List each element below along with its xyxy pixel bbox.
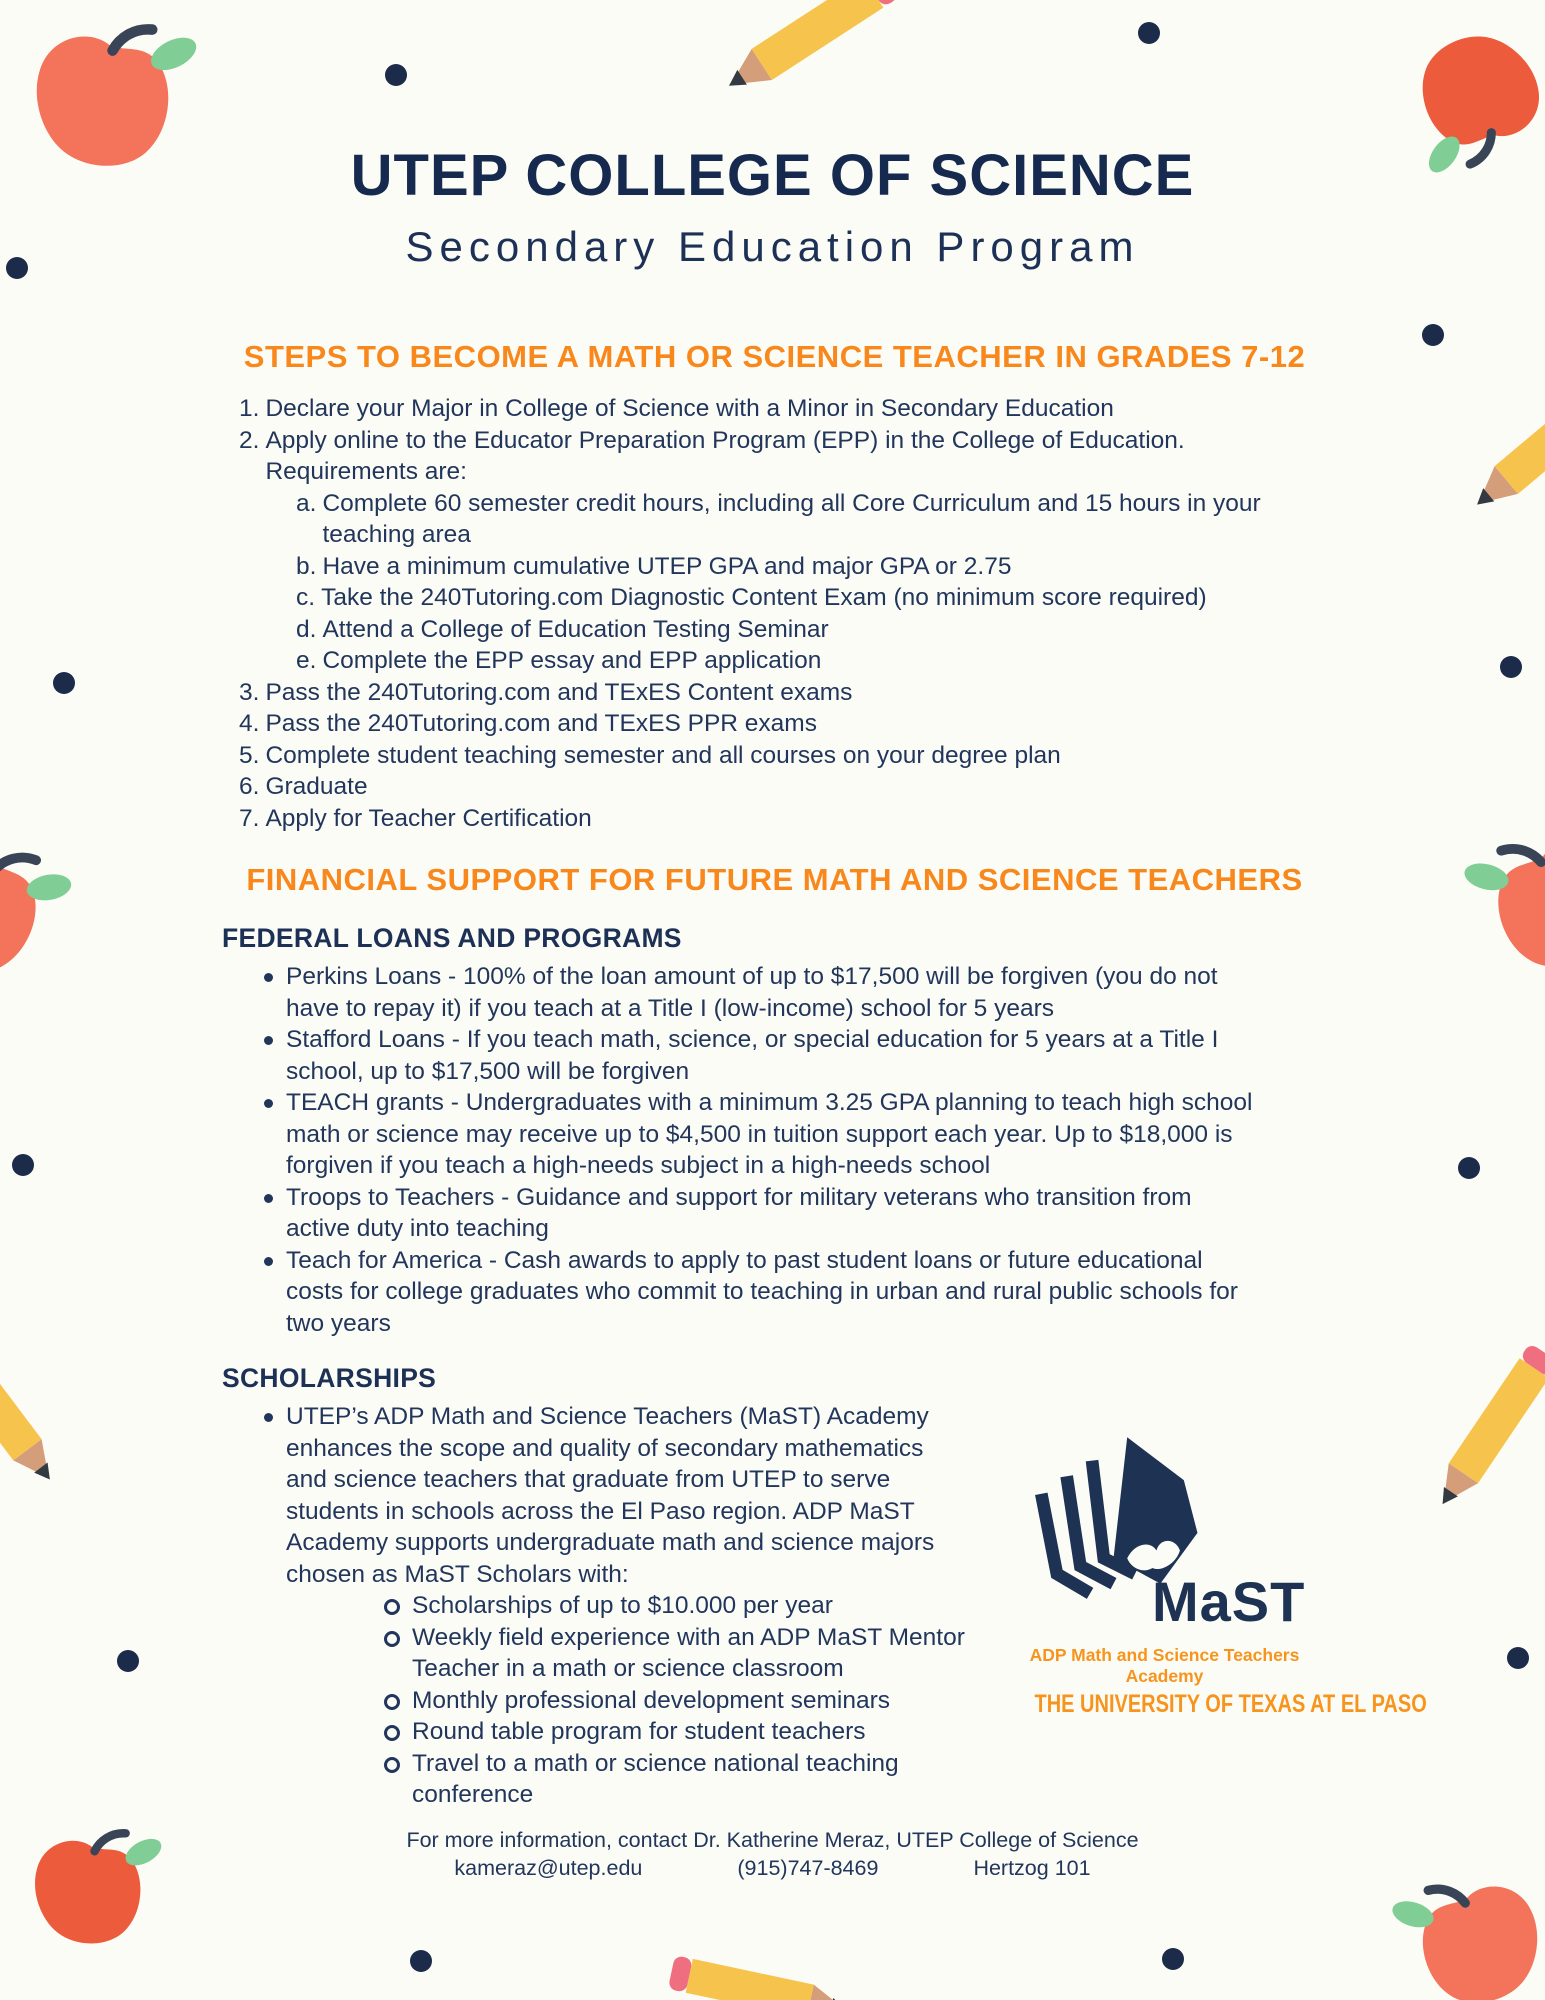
steps-heading: STEPS TO BECOME A MATH OR SCIENCE TEACHER IN GRADES 7-12 [243,339,1306,374]
dot-decoration [117,1650,139,1672]
step-text: Pass the 240Tutoring.com and TExES Content exams [265,678,853,706]
footer-info [0,1826,1545,1882]
mast-wordmark: MaST [1152,1570,1306,1633]
bullet-text: Troops to Teachers - Guidance and support for military veterans who transition from active duty into teaching [286,1183,1192,1242]
financial-heading: FINANCIAL SUPPORT FOR FUTURE MATH AND SCIENCE TEACHERS [246,862,1303,897]
bullet-icon [250,1087,286,1182]
step-text: Have a minimum cumulative UTEP GPA and major GPA or 2.75 [322,552,1012,580]
apple-icon [1433,826,1545,1001]
dot-decoration [1507,1647,1529,1669]
list-item [222,1087,1327,1182]
list-item [222,1685,994,1717]
scholarship-intro [222,1401,994,1590]
list-item [222,1622,994,1685]
list-item [222,1590,994,1622]
step-text: Declare your Major in College of Science with a Minor in Secondary Education [265,395,1114,422]
bullet-text: TEACH grants - Undergraduates with a minimum 3.25 GPA planning to teach high school math or science may receive up to $4,500 in tuition support each year. Up to $18,000 is forgiven if you teach a high-needs subject in a high-needs school [286,1089,1253,1179]
step-item [222,803,1292,835]
footer-phone: (915)747-8469 [737,1856,879,1880]
list-item [222,1748,994,1811]
dot-decoration [410,1950,432,1972]
apple-icon [0,827,104,1013]
step-letter: b. [296,552,317,580]
bullet-text: Scholarships of up to $10.000 per year [412,1592,833,1619]
list-item [222,1182,1327,1245]
bullet-icon [250,1401,286,1590]
step-letter: e. [296,647,317,674]
step-letter: a. [296,489,317,517]
federal-loans-heading: FEDERAL LOANS AND PROGRAMS [222,923,682,953]
step-item [222,708,1292,740]
bullet-icon [250,961,286,1024]
list-item [222,1245,1327,1340]
step-text: Pass the 240Tutoring.com and TExES PPR exams [265,710,817,737]
pencil-icon [0,1316,84,1509]
page-subtitle: Secondary Education Program [405,223,1140,270]
step-subitem [222,551,1292,583]
dot-decoration [1422,324,1444,346]
dot-decoration [1138,22,1160,44]
apple-icon [1364,1873,1545,2000]
step-text: Graduate [265,773,368,800]
footer-contact-line: For more information, contact Dr. Katherine Meraz, UTEP College of Science [406,1828,1139,1852]
step-item [222,740,1292,772]
footer-details [0,1854,1545,1882]
federal-loans-list [222,961,1327,1339]
pencil-icon [699,0,907,121]
list-item [222,1716,994,1748]
step-subitem [222,582,1292,614]
dot-decoration [53,672,75,694]
bullet-icon [250,1024,286,1087]
bullet-text: UTEP’s ADP Math and Science Teachers (MaST) Academy enhances the scope and quality of secondary mathematics and science teachers that graduate from UTEP to serve students in schools across the El Paso region. ADP MaST Academy supports undergraduate math and science majors chosen as MaST Scholars with: [286,1403,935,1588]
step-letter: d. [296,615,317,643]
step-text: Complete 60 semester credit hours, including all Core Curriculum and 15 hours in your teaching area [322,489,1261,548]
step-subitem [222,645,1292,677]
pencil-icon [1413,1339,1545,1536]
list-item [222,1024,1327,1087]
bullet-text: Weekly field experience with an ADP MaST Mentor Teacher in a math or science classroom [412,1623,965,1682]
step-number: 7. [239,804,260,832]
step-item [222,393,1292,425]
step-number: 5. [239,741,260,769]
scholarships-heading: SCHOLARSHIPS [222,1363,437,1393]
mast-academy-line: ADP Math and Science Teachers Academy [1029,1645,1300,1686]
hollow-bullet-icon [372,1716,412,1748]
bullet-icon [250,1182,286,1245]
step-text: Complete student teaching semester and all courses on your degree plan [265,741,1061,769]
header [0,142,1545,271]
mast-university-line: THE UNIVERSITY OF TEXAS AT EL PASO [1034,1690,1427,1718]
page-title: UTEP COLLEGE OF SCIENCE [350,143,1195,208]
step-text: Apply online to the Educator Preparation Program (EPP) in the College of Education. Requirements are: [265,426,1185,485]
bullet-text: Monthly professional development seminars [412,1686,890,1714]
main-content [222,338,1427,1811]
bullet-text: Teach for America - Cash awards to apply to past student loans or future educational costs for college graduates who commit to teaching in urban and rural public schools for two years [286,1246,1238,1337]
hollow-bullet-icon [372,1590,412,1622]
step-number: 6. [239,773,260,800]
mast-book-icon [1002,1423,1327,1635]
hollow-bullet-icon [372,1622,412,1685]
bullet-text: Perkins Loans - 100% of the loan amount of up to $17,500 will be forgiven (you do not have to repay it) if you teach at a Title I (low-income) school for 5 years [286,963,1218,1022]
scholarships-section [222,1401,1427,1811]
dot-decoration [1458,1157,1480,1179]
step-text: Complete the EPP essay and EPP application [322,647,822,674]
dot-decoration [1162,1948,1184,1970]
scholarships-list [222,1401,994,1811]
step-item [222,771,1292,803]
footer-office: Hertzog 101 [973,1856,1091,1880]
step-number: 2. [239,426,260,454]
step-item [222,425,1292,488]
step-item [222,677,1292,709]
step-number: 1. [239,395,260,422]
mast-logo [1002,1423,1427,1811]
dot-decoration [1500,656,1522,678]
dot-decoration [385,64,407,86]
hollow-bullet-icon [372,1685,412,1717]
step-text: Apply for Teacher Certification [265,804,592,832]
step-subitem [222,488,1292,551]
step-number: 4. [239,710,260,737]
step-text: Take the 240Tutoring.com Diagnostic Content Exam (no minimum score required) [321,584,1207,611]
bullet-icon [250,1245,286,1340]
bullet-text: Travel to a math or science national teaching conference [412,1749,899,1808]
step-subitem [222,614,1292,646]
list-item [222,961,1327,1024]
step-number: 3. [239,678,260,706]
pencil-icon [1447,366,1545,539]
step-text: Attend a College of Education Testing Seminar [322,615,829,643]
hollow-bullet-icon [372,1748,412,1811]
bullet-text: Stafford Loans - If you teach math, science, or special education for 5 years at a Title I school, up to $17,500 will be forgiven [286,1026,1219,1085]
dot-decoration [12,1154,34,1176]
footer-email: kameraz@utep.edu [454,1856,643,1880]
bullet-text: Round table program for student teachers [412,1718,866,1745]
steps-list [222,393,1292,834]
step-letter: c. [296,584,316,611]
pencil-icon [665,1946,871,2000]
